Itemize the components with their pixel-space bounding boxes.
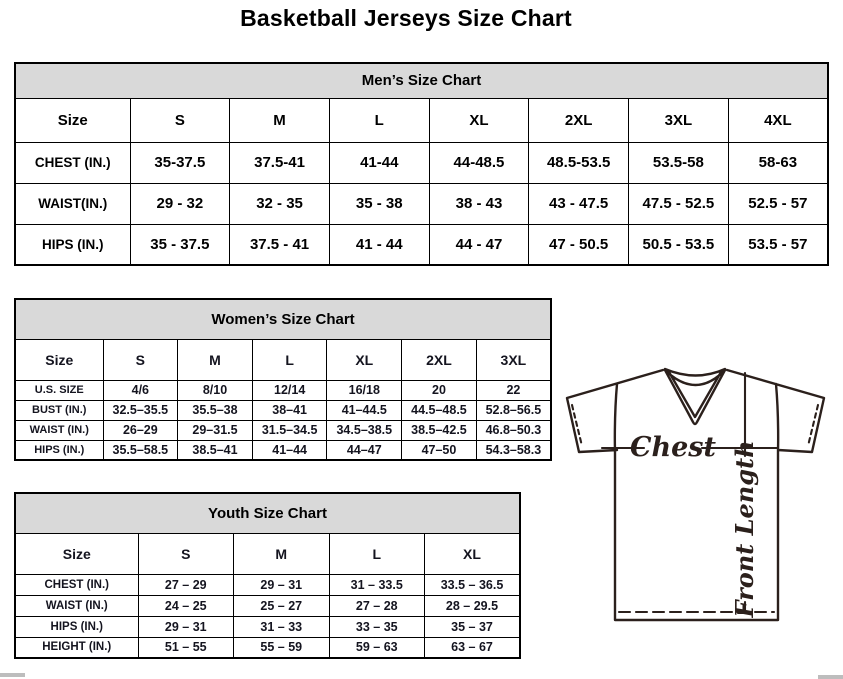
size-value-cell: 35 - 37.5 (130, 224, 230, 265)
column-header: 3XL (476, 339, 551, 380)
column-header: S (138, 533, 234, 574)
size-value-cell: 59 – 63 (329, 637, 425, 658)
column-header: 3XL (629, 98, 729, 142)
table-row (15, 183, 828, 224)
table-row (15, 637, 520, 658)
size-value-cell: 47.5 - 52.5 (629, 183, 729, 224)
row-label: BUST (IN.) (15, 400, 103, 420)
size-value-cell: 38.5–42.5 (402, 420, 477, 440)
size-value-cell: 52.8–56.5 (476, 400, 551, 420)
size-value-cell: 33 – 35 (329, 616, 425, 637)
size-value-cell: 24 – 25 (138, 595, 234, 616)
column-header: L (329, 533, 425, 574)
scrollbar-left-nub[interactable] (0, 673, 25, 677)
size-value-cell: 4/6 (103, 380, 178, 400)
size-value-cell: 28 – 29.5 (425, 595, 521, 616)
size-value-cell: 44-48.5 (429, 142, 529, 183)
size-value-cell: 32 - 35 (230, 183, 330, 224)
size-value-cell: 25 – 27 (234, 595, 330, 616)
mens-table-title: Men’s Size Chart (15, 63, 828, 98)
size-value-cell: 44.5–48.5 (402, 400, 477, 420)
size-value-cell: 38 - 43 (429, 183, 529, 224)
column-header: S (103, 339, 178, 380)
size-value-cell: 34.5–38.5 (327, 420, 402, 440)
size-value-cell: 37.5-41 (230, 142, 330, 183)
size-value-cell: 35 - 38 (329, 183, 429, 224)
table-row (15, 595, 520, 616)
size-value-cell: 35 – 37 (425, 616, 521, 637)
column-header: M (230, 98, 330, 142)
size-value-cell: 38–41 (252, 400, 327, 420)
size-value-cell: 35.5–58.5 (103, 440, 178, 460)
column-header: Size (15, 98, 130, 142)
column-header: Size (15, 533, 138, 574)
size-value-cell: 58-63 (728, 142, 828, 183)
size-value-cell: 37.5 - 41 (230, 224, 330, 265)
size-value-cell: 31 – 33.5 (329, 574, 425, 595)
row-label: HIPS (IN.) (15, 440, 103, 460)
size-value-cell: 53.5-58 (629, 142, 729, 183)
chest-label: Chest (630, 432, 716, 463)
row-label: CHEST (IN.) (15, 574, 138, 595)
size-value-cell: 46.8–50.3 (476, 420, 551, 440)
table-row (15, 420, 551, 440)
size-value-cell: 53.5 - 57 (728, 224, 828, 265)
table-row (15, 616, 520, 637)
size-value-cell: 27 – 28 (329, 595, 425, 616)
size-value-cell: 47 - 50.5 (529, 224, 629, 265)
youth-table-title: Youth Size Chart (15, 493, 520, 533)
size-value-cell: 44–47 (327, 440, 402, 460)
size-value-cell: 20 (402, 380, 477, 400)
size-value-cell: 35.5–38 (178, 400, 253, 420)
size-value-cell: 33.5 – 36.5 (425, 574, 521, 595)
size-value-cell: 44 - 47 (429, 224, 529, 265)
row-label: WAIST (IN.) (15, 595, 138, 616)
size-value-cell: 35-37.5 (130, 142, 230, 183)
size-value-cell: 47–50 (402, 440, 477, 460)
table-row (15, 224, 828, 265)
size-value-cell: 12/14 (252, 380, 327, 400)
row-label: WAIST (IN.) (15, 420, 103, 440)
row-label: HIPS (IN.) (15, 224, 130, 265)
scrollbar-right-nub[interactable] (818, 675, 843, 679)
size-value-cell: 31 – 33 (234, 616, 330, 637)
column-header: XL (425, 533, 521, 574)
size-value-cell: 32.5–35.5 (103, 400, 178, 420)
row-label: CHEST (IN.) (15, 142, 130, 183)
size-value-cell: 29 - 32 (130, 183, 230, 224)
size-value-cell: 16/18 (327, 380, 402, 400)
size-value-cell: 29 – 31 (234, 574, 330, 595)
column-header: S (130, 98, 230, 142)
sleeve-cuff-dash-right (808, 405, 818, 446)
size-value-cell: 38.5–41 (178, 440, 253, 460)
jersey-measurement-diagram (555, 360, 840, 630)
womens-table-title: Women’s Size Chart (15, 299, 551, 339)
table-row (15, 574, 520, 595)
table-row (15, 380, 551, 400)
column-header: L (252, 339, 327, 380)
mens-size-table (14, 62, 829, 266)
size-value-cell: 8/10 (178, 380, 253, 400)
column-header: XL (327, 339, 402, 380)
size-value-cell: 63 – 67 (425, 637, 521, 658)
row-label: U.S. SIZE (15, 380, 103, 400)
column-header: XL (429, 98, 529, 142)
size-value-cell: 51 – 55 (138, 637, 234, 658)
row-label: HEIGHT (IN.) (15, 637, 138, 658)
size-value-cell: 52.5 - 57 (728, 183, 828, 224)
size-value-cell: 22 (476, 380, 551, 400)
page-title: Basketball Jerseys Size Chart (240, 5, 572, 31)
size-value-cell: 48.5-53.5 (529, 142, 629, 183)
column-header: Size (15, 339, 103, 380)
table-row (15, 400, 551, 420)
column-header: M (178, 339, 253, 380)
jersey-collar (665, 369, 725, 424)
size-value-cell: 41 - 44 (329, 224, 429, 265)
size-value-cell: 54.3–58.3 (476, 440, 551, 460)
womens-size-table (14, 298, 552, 461)
size-value-cell: 29 – 31 (138, 616, 234, 637)
size-value-cell: 43 - 47.5 (529, 183, 629, 224)
size-value-cell: 26–29 (103, 420, 178, 440)
size-value-cell: 50.5 - 53.5 (629, 224, 729, 265)
table-row (15, 142, 828, 183)
size-value-cell: 31.5–34.5 (252, 420, 327, 440)
row-label: HIPS (IN.) (15, 616, 138, 637)
column-header: 2XL (529, 98, 629, 142)
front-length-label: Front Length (730, 440, 759, 618)
size-value-cell: 41-44 (329, 142, 429, 183)
youth-size-table (14, 492, 521, 659)
row-label: WAIST(IN.) (15, 183, 130, 224)
size-value-cell: 27 – 29 (138, 574, 234, 595)
size-value-cell: 29–31.5 (178, 420, 253, 440)
size-value-cell: 55 – 59 (234, 637, 330, 658)
column-header: M (234, 533, 330, 574)
table-row (15, 440, 551, 460)
jersey-outline (567, 370, 824, 620)
column-header: 2XL (402, 339, 477, 380)
size-value-cell: 41–44 (252, 440, 327, 460)
column-header: 4XL (728, 98, 828, 142)
column-header: L (329, 98, 429, 142)
size-value-cell: 41–44.5 (327, 400, 402, 420)
